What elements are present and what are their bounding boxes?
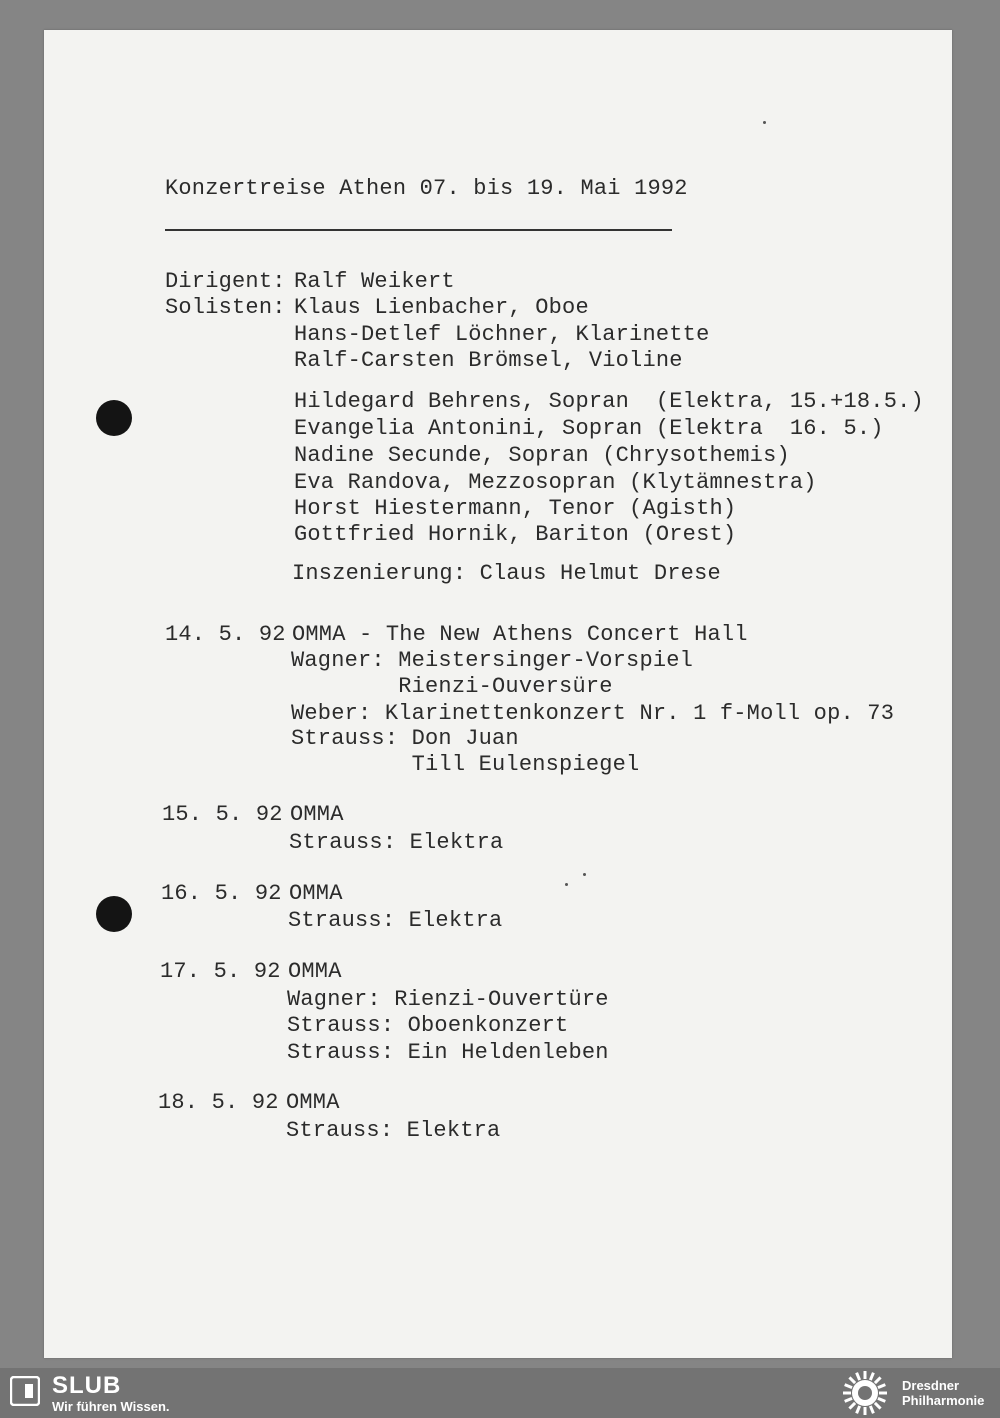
- concert-date: 16. 5. 92: [161, 881, 282, 906]
- title-underline: [165, 229, 672, 231]
- singer-line: Eva Randova, Mezzosopran (Klytämnestra): [294, 470, 817, 495]
- program-line: Rienzi-Ouversüre: [291, 674, 613, 699]
- program-line: Wagner: Meistersinger-Vorspiel: [291, 648, 694, 673]
- staging-credit: Inszenierung: Claus Helmut Drese: [292, 561, 721, 586]
- soloist-line: Klaus Lienbacher, Oboe: [294, 295, 589, 320]
- punch-hole-top: [96, 400, 132, 436]
- concert-venue: OMMA: [286, 1090, 340, 1115]
- program-line: Till Eulenspiegel: [291, 752, 640, 777]
- concert-venue: OMMA: [289, 881, 343, 906]
- footer-bar: [0, 1368, 1000, 1418]
- paper-speck: [583, 873, 586, 876]
- soloist-line: Ralf-Carsten Brömsel, Violine: [294, 348, 683, 373]
- singer-line: Nadine Secunde, Sopran (Chrysothemis): [294, 443, 790, 468]
- dresdner-philharmonie-logo: [842, 1370, 888, 1416]
- soloist-line: Hans-Detlef Löchner, Klarinette: [294, 322, 710, 347]
- singer-line: Evangelia Antonini, Sopran (Elektra 16. 5.): [294, 416, 884, 441]
- program-line: Strauss: Oboenkonzert: [287, 1013, 569, 1038]
- singer-line: Gottfried Hornik, Bariton (Orest): [294, 522, 737, 547]
- concert-date: 15. 5. 92: [162, 802, 283, 827]
- paper-speck: [565, 883, 568, 886]
- punch-hole-bottom: [96, 896, 132, 932]
- document-title: Konzertreise Athen 07. bis 19. Mai 1992: [165, 176, 688, 201]
- dirigent-label: Dirigent:: [165, 269, 286, 294]
- partner-name: [902, 1378, 984, 1408]
- program-line: Strauss: Elektra: [288, 908, 503, 933]
- dirigent-name: Ralf Weikert: [294, 269, 455, 294]
- program-line: Strauss: Elektra: [289, 830, 504, 855]
- concert-date: 18. 5. 92: [158, 1090, 279, 1115]
- singer-line: Hildegard Behrens, Sopran (Elektra, 15.+18.5.): [294, 389, 924, 414]
- program-line: Strauss: Ein Heldenleben: [287, 1040, 609, 1065]
- partner-name-line2: Philharmonie: [902, 1393, 985, 1408]
- singer-line: Horst Hiestermann, Tenor (Agisth): [294, 496, 737, 521]
- program-line: Wagner: Rienzi-Ouvertüre: [287, 987, 609, 1012]
- paper-speck: [763, 121, 766, 124]
- solisten-label: Solisten:: [165, 295, 286, 320]
- slub-logo-icon: [10, 1376, 40, 1406]
- concert-date: 14. 5. 92: [165, 622, 286, 647]
- slub-name: SLUB: [52, 1372, 122, 1399]
- partner-name-line1: Dresdner: [902, 1378, 960, 1393]
- concert-venue: OMMA: [290, 802, 344, 827]
- program-line: Strauss: Elektra: [286, 1118, 501, 1143]
- concert-venue: OMMA: [288, 959, 342, 984]
- slub-tagline: Wir führen Wissen.: [52, 1399, 170, 1414]
- program-line: Weber: Klarinettenkonzert Nr. 1 f-Moll op. 73: [291, 701, 895, 726]
- program-line: Strauss: Don Juan: [291, 726, 519, 751]
- concert-date: 17. 5. 92: [160, 959, 281, 984]
- concert-venue: OMMA - The New Athens Concert Hall: [292, 622, 748, 647]
